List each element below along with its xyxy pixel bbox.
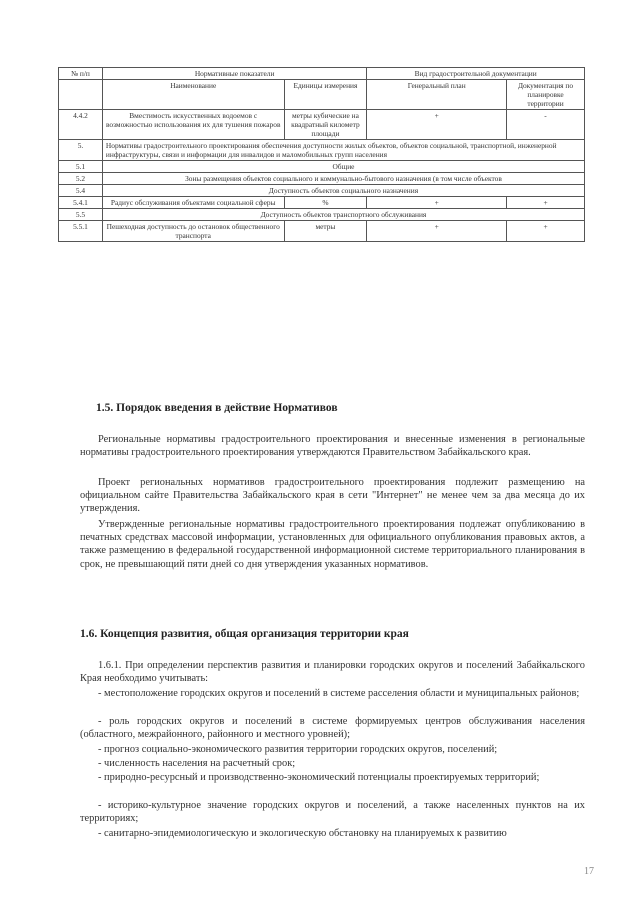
list-item: - численность населения на расчетный срок; <box>98 758 296 769</box>
table-row: 4.4.2 Вместимость искусственных водоемов с возможностью использования их для тушения пожаров метры кубические на квадратный километр площади + - <box>59 110 585 140</box>
section-1-6-intro: 1.6.1. При определении перспектив развития и планировки городских округов и поселений Забайкальского Края необходимо учитывать: <box>80 660 585 685</box>
table-row: 5.2 Зоны размещения объектов социального и коммунально-бытового назначения (в том числе объектов <box>59 173 585 185</box>
table-subheader-row <box>59 80 585 110</box>
section-1-5-paragraph-2: Проект региональных нормативов градостроительного проектирования подлежит размещению на официальном сайте Правительства Забайкальского края в сети "Интернет" не менее чем за два месяца до их утверждения. <box>80 477 585 515</box>
section-1-5-paragraph-1: Региональные нормативы градостроительного проектирования и внесенные изменения в региональные нормативы градостроительного проектирования утверждаются Правительством Забайкальского края. <box>80 434 585 459</box>
col-norm-header: Нормативные показатели <box>102 68 366 80</box>
page-number: 17 <box>584 866 594 877</box>
table-row: 5. Нормативы градостроительного проектирования обеспечения доступности жилых объектов, объектов социальной, транспортной, инженерной инфраструктуры, связи и информации для инвалидов и маломобильных групп населения <box>59 140 585 161</box>
table-row: 5.1 Общие <box>59 161 585 173</box>
list-item: - роль городских округов и поселений в системе формируемых центров обслуживания населения (областного, межрайонного, районного и местного уровней); <box>80 716 585 741</box>
list-item: - прогноз социально-экономического развития территории городских округов, поселений; <box>98 744 498 755</box>
list-item: - историко-культурное значение городских округов и поселений, а также населенных пунктов на их территориях; <box>80 800 585 825</box>
sub-planning-header: Документация по планировке территории <box>507 80 585 110</box>
table-header-row <box>59 68 585 80</box>
sub-units-header: Единицы измерения <box>284 80 367 110</box>
table-row: 5.4 Доступность объектов социального назначения <box>59 185 585 197</box>
section-1-6-heading: 1.6. Концепция развития, общая организация территории края <box>80 628 409 640</box>
sub-general-header: Генеральный план <box>367 80 507 110</box>
section-1-5-paragraph-3: Утвержденные региональные нормативы градостроительного проектирования подлежат опубликованию в печатных средствах массовой информации, установленных для официального опубликования правовых актов, а также размещению в федеральной государственной информационной системе территориального планирования в срок, не превышающий пяти дней со дня утверждения указанных нормативов. <box>80 519 585 570</box>
table-row: 5.4.1 Радиус обслуживания объектами социальной сферы % + + <box>59 197 585 209</box>
list-item: - местоположение городских округов и поселений в системе расселения области и муниципальных районов; <box>98 688 580 699</box>
normatives-table <box>58 67 585 242</box>
list-item: - санитарно-эпидемиологическую и экологическую обстановку на планируемых к развитию <box>98 828 507 839</box>
list-item: - природно-ресурсный и производственно-экономический потенциалы проектируемых территорий; <box>98 772 540 783</box>
col-doc-header: Вид градостроительной документации <box>367 68 585 80</box>
table-row: 5.5 Доступность объектов транспортного обслуживания <box>59 209 585 221</box>
table-row: 5.5.1 Пешеходная доступность до остановок общественного транспорта метры + + <box>59 221 585 242</box>
section-1-5-heading: 1.5. Порядок введения в действие Нормативов <box>96 402 338 414</box>
col-num-header: № п/п <box>59 68 103 80</box>
sub-name-header: Наименование <box>102 80 284 110</box>
